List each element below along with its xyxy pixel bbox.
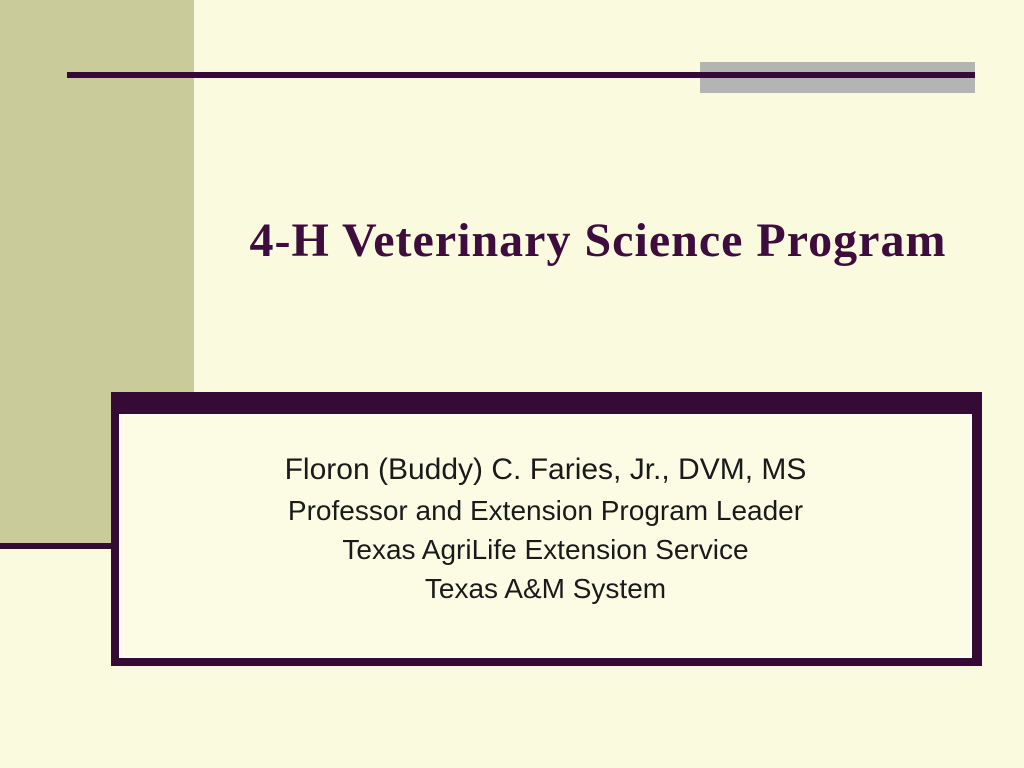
author-box-inner: [119, 414, 972, 608]
author-role: Professor and Extension Program Leader: [287, 495, 804, 526]
author-organization: Texas AgriLife Extension Service: [342, 534, 749, 565]
author-box: [111, 392, 982, 666]
author-system: Texas A&M System: [424, 573, 667, 604]
author-name: Floron (Buddy) C. Faries, Jr., DVM, MS: [284, 453, 807, 486]
slide-title: 4-H Veterinary Science Program: [249, 214, 947, 267]
top-accent-line: [67, 72, 975, 78]
